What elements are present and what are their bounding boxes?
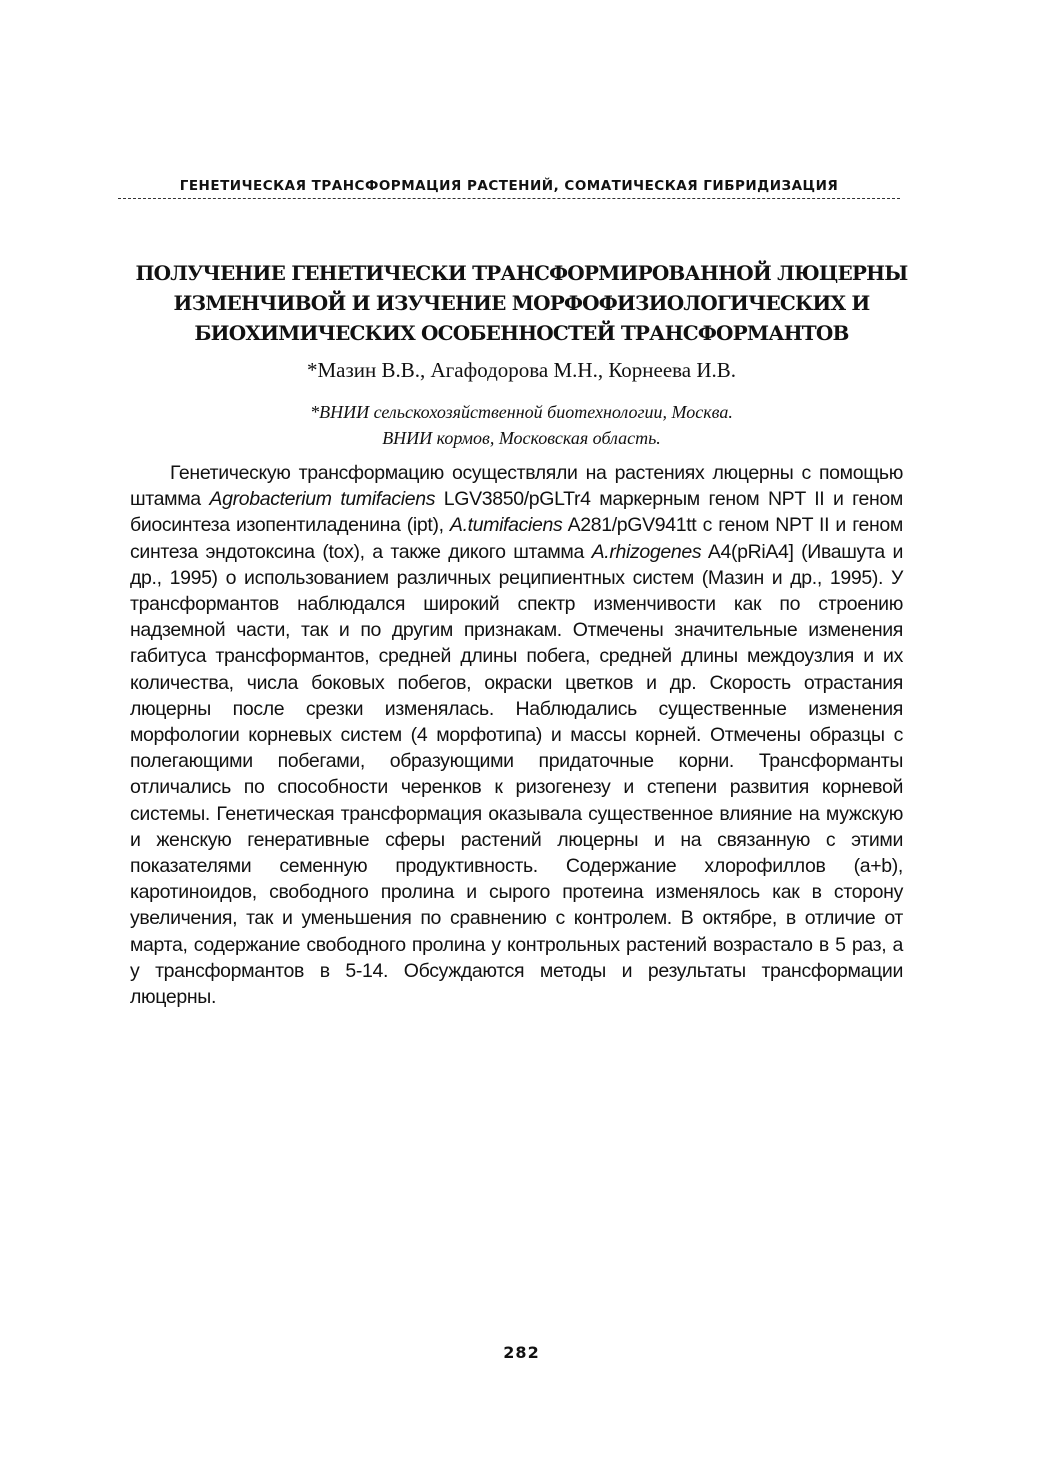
title-line-2: ИЗМЕНЧИВОЙ И ИЗУЧЕНИЕ МОРФОФИЗИОЛОГИЧЕСКИХ И xyxy=(173,291,870,315)
species-name-2: A.tumifaciens xyxy=(449,514,563,537)
affiliation-2: ВНИИ кормов, Московская область. xyxy=(382,428,661,448)
affiliations xyxy=(100,399,943,451)
abstract-text-2: LGV3850/pGLTr4 маркерным геном NPT II и геном биосинтеза изопентиладенина (ipt), xyxy=(130,488,903,537)
abstract-paragraph xyxy=(130,460,903,1010)
species-name-3: A.rhizogenes xyxy=(591,540,702,563)
authors: *Мазин В.В., Агафодорова М.Н., Корнеева И.В. xyxy=(306,358,737,382)
article-title xyxy=(100,258,943,348)
page-number: 282 xyxy=(503,1343,540,1362)
abstract-text-4: A4(pRiA4] (Ивашута и др., 1995) о использованием различных реципиентных систем (Мазин и др., 1995). У трансформантов наблюдался широкий спектр изменчивости как по строению надземной части, так и по другим признакам. Отмечены значительные изменения габитуса трансформантов, средней длины побега, средней длины междоузлия и их количества, числа боковых побегов, окраски цветков и др. Скорость отрастания люцерны после срезки изменялась. Наблюдались существенные изменения морфологии корневых систем (4 морфотипа) и массы корней. Отмечены образцы с полегающими побегами, образующими придаточные корни. Трансформанты отличались по способности черенков к ризогенезу и степени развития корневой системы. Генетическая трансформация оказывала существенное влияние на мужскую и женскую генеративные сферы растений люцерны и на связанную с этими показателями семенную продуктивность. Содержание хлорофиллов (а+b), каротиноидов, свободного пролина и сырого протеина изменялось как в сторону увеличения, так и уменьшения по сравнению с контролем. В октябре, в отличие от марта, содержание свободного пролина у контрольных растений возрастало в 5 раз, а у трансформантов в 5-14. Обсуждаются методы и результаты трансформации люцерны. xyxy=(130,540,903,1009)
title-line-3: БИОХИМИЧЕСКИХ ОСОБЕННОСТЕЙ ТРАНСФОРМАНТОВ xyxy=(194,321,849,345)
affiliation-1: *ВНИИ сельскохозяйственной биотехнологии, Москва. xyxy=(310,402,733,422)
abstract-text-3: A281/pGV941tt с геном NPT II и геном синтеза эндотоксина (tox), а также дикого штамма xyxy=(130,514,903,563)
abstract-text-1: Генетическую трансформацию осуществляли на растениях люцерны с помощью штамма xyxy=(130,462,903,511)
header-rule xyxy=(118,198,900,199)
species-name-1: Agrobacterium tumifaciens xyxy=(209,488,436,511)
title-line-1: ПОЛУЧЕНИЕ ГЕНЕТИЧЕСКИ ТРАНСФОРМИРОВАННОЙ ЛЮЦЕРНЫ xyxy=(135,261,908,285)
running-header: ГЕНЕТИЧЕСКАЯ ТРАНСФОРМАЦИЯ РАСТЕНИЙ, СОМАТИЧЕСКАЯ ГИБРИДИЗАЦИЯ xyxy=(179,178,839,194)
